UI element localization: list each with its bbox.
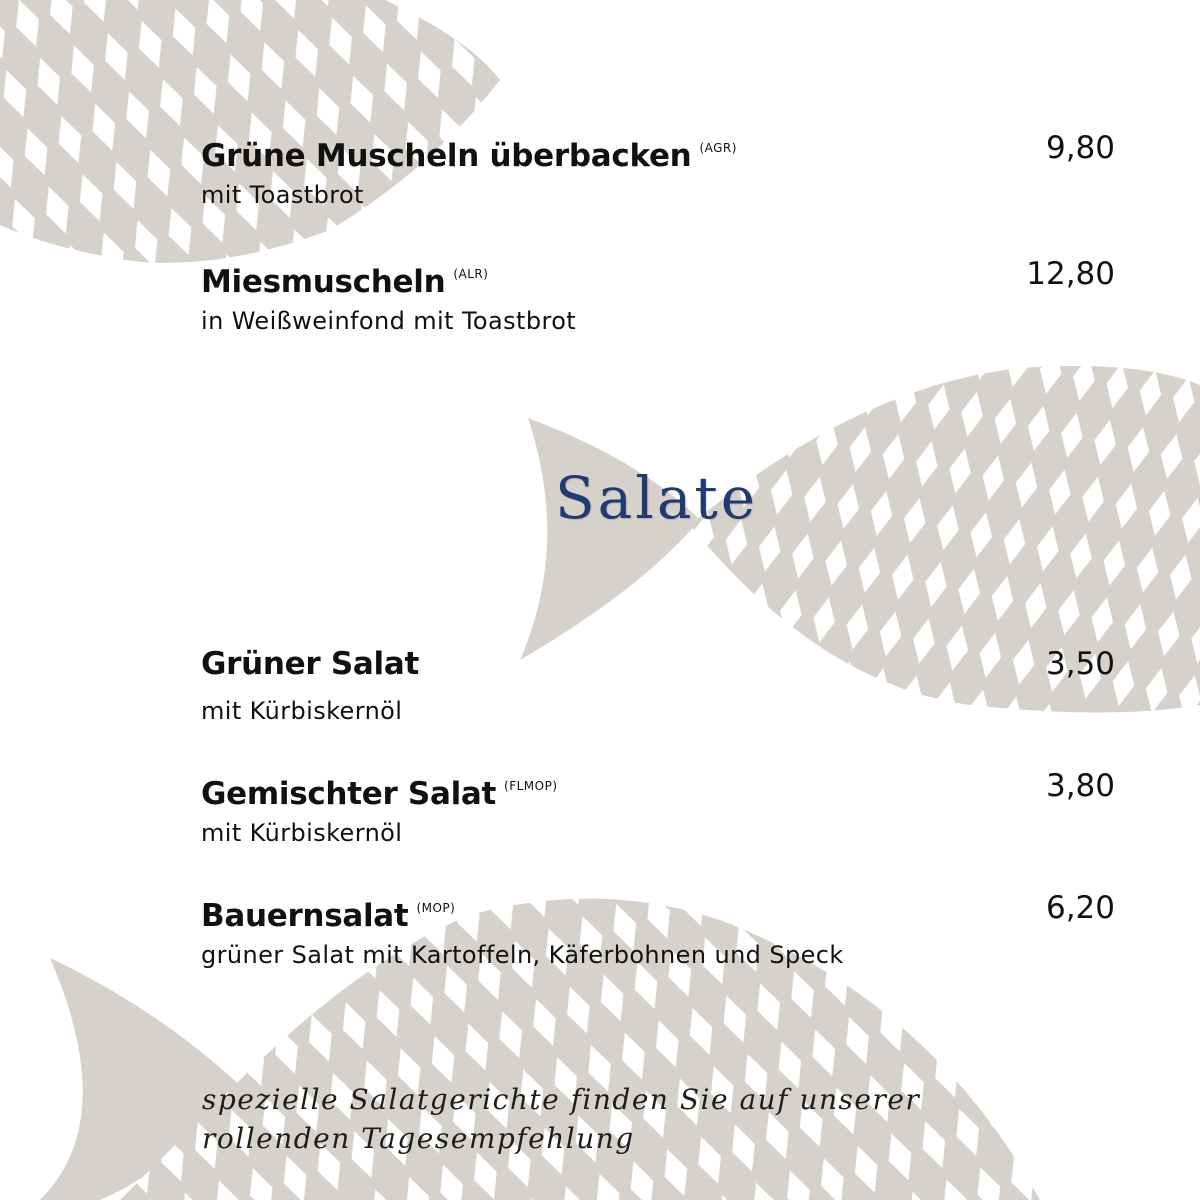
dish-name: Miesmuscheln <box>201 264 446 300</box>
allergen-codes: (AGR) <box>699 141 737 155</box>
dish-miesmuscheln <box>201 254 1115 336</box>
dish-price: 3,50 <box>1045 646 1115 682</box>
salad-footnote <box>202 1080 1002 1158</box>
footnote-line: rollenden Tagesempfehlung <box>202 1122 635 1155</box>
dish-name: Bauernsalat <box>201 898 409 934</box>
allergen-codes: (FLMOP) <box>504 779 558 793</box>
dish-name: Gemischter Salat <box>201 776 497 812</box>
dish-description: mit Kürbiskernöl <box>201 697 403 725</box>
dish-gruener-salat <box>201 644 1115 726</box>
footnote-line: spezielle Salatgerichte finden Sie auf unserer <box>202 1083 921 1116</box>
dish-description: in Weißweinfond mit Toastbrot <box>201 307 577 335</box>
section-title-salate: Salate <box>554 464 759 532</box>
dish-name: Grüne Muscheln überbacken <box>201 138 692 174</box>
dish-bauernsalat <box>201 888 1115 970</box>
allergen-codes: (ALR) <box>453 267 489 281</box>
dish-gemischter-salat <box>201 766 1115 848</box>
dish-price: 12,80 <box>1026 256 1115 292</box>
dish-description: mit Kürbiskernöl <box>201 819 403 847</box>
allergen-codes: (MOP) <box>416 901 456 915</box>
dish-price: 3,80 <box>1045 768 1115 804</box>
dish-price: 6,20 <box>1045 890 1115 926</box>
dish-description: grüner Salat mit Kartoffeln, Käferbohnen und Speck <box>201 941 844 969</box>
dish-gruene-muscheln <box>201 128 1115 210</box>
dish-price: 9,80 <box>1045 130 1115 166</box>
dish-description: mit Toastbrot <box>201 181 364 209</box>
dish-name: Grüner Salat <box>201 646 419 682</box>
